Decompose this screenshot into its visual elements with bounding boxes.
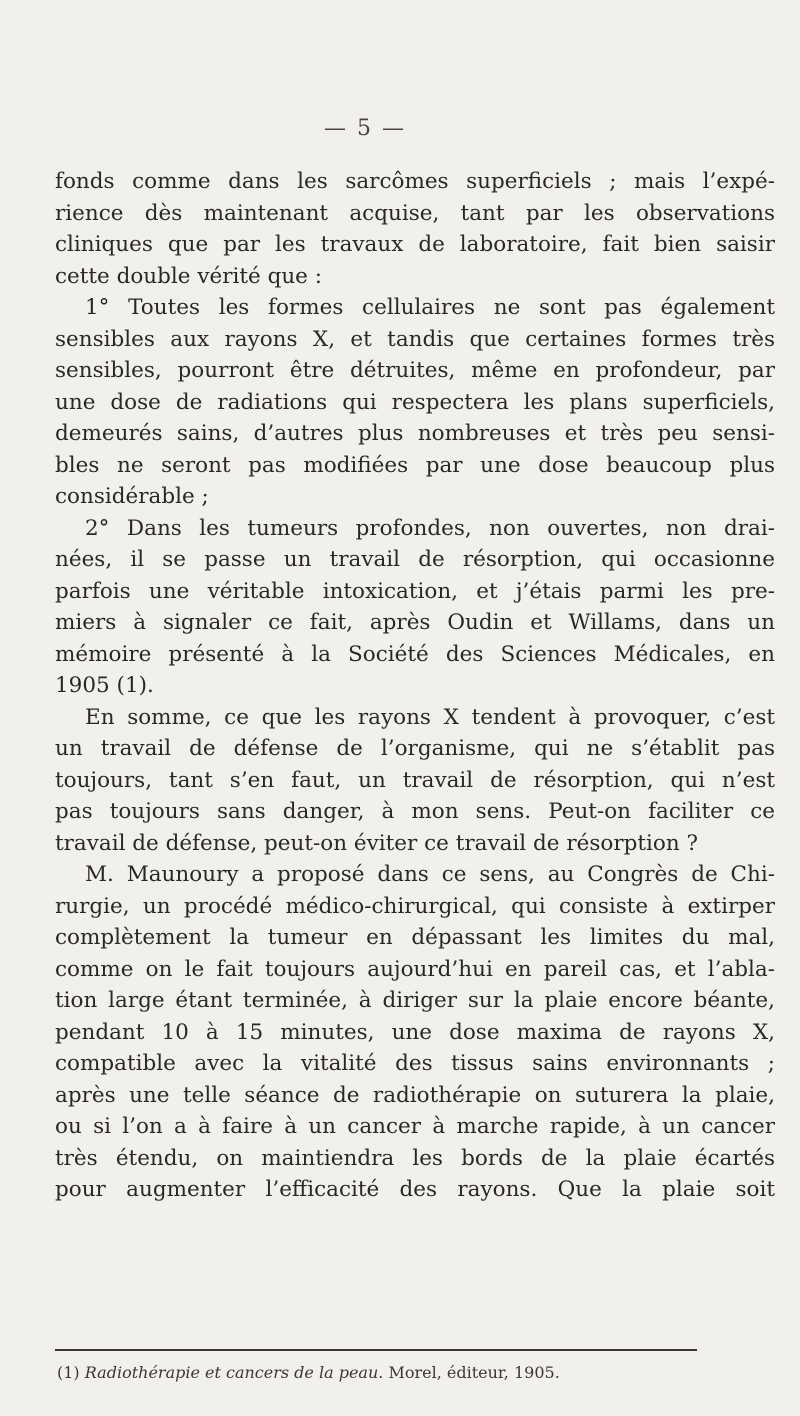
text-line: tion large étant terminée, à diriger sur la plaie encore béante, — [55, 988, 775, 1013]
text-line: bles ne seront pas modifiées par une dose beaucoup plus — [55, 452, 775, 478]
text-line: complètement la tumeur en dépassant les limites du mal, — [55, 925, 775, 950]
text-line: compatible avec la vitalité des tissus sains environnants ; — [55, 1051, 775, 1076]
page-number: — 5 — — [324, 116, 406, 141]
text-line: 1° Toutes les formes cellulaires ne sont pas également — [85, 295, 775, 320]
text-line: 1905 (1). — [55, 673, 154, 698]
text-line: miers à signaler ce fait, après Oudin et Willams, dans un — [55, 610, 775, 635]
text-line: cette double vérité que : — [55, 263, 322, 289]
text-line: M. Maunoury a proposé dans ce sens, au Congrès de Chi- — [85, 862, 775, 887]
text-line: après une telle séance de radiothérapie on suturera la plaie, — [55, 1082, 775, 1108]
footnote-marker: (1) — [57, 1363, 80, 1382]
footnote-publisher: Morel, éditeur, 1905. — [388, 1363, 560, 1382]
text-line: pas toujours sans danger, à mon sens. Peut-on faciliter ce — [55, 799, 775, 824]
text-line: considérable ; — [55, 484, 209, 509]
text-line: toujours, tant s’en faut, un travail de résorption, qui n’est — [55, 767, 775, 793]
text-line: fonds comme dans les sarcômes superficiels ; mais l’expé- — [55, 169, 775, 194]
text-line: nées, il se passe un travail de résorption, qui occasionne — [55, 547, 775, 572]
text-line: rurgie, un procédé médico-chirurgical, qui consiste à extirper — [55, 893, 775, 919]
text-line: mémoire présenté à la Société des Sciences Médicales, en — [55, 641, 775, 667]
text-line: comme on le fait toujours aujourd’hui en pareil cas, et l’abla- — [55, 956, 775, 982]
text-line: demeurés sains, d’autres plus nombreuses et très peu sensi- — [55, 421, 775, 446]
text-line: un travail de défense de l’organisme, qui ne s’établit pas — [55, 736, 775, 761]
text-line: pendant 10 à 15 minutes, une dose maxima de rayons X, — [55, 1019, 775, 1045]
text-line: rience dès maintenant acquise, tant par les observations — [55, 200, 775, 226]
text-line: une dose de radiations qui respectera les plans superficiels, — [55, 389, 775, 415]
text-line: très étendu, on maintiendra les bords de la plaie écartés — [55, 1145, 775, 1171]
footnote-divider — [55, 1349, 697, 1351]
footnote — [57, 1362, 757, 1384]
text-line: pour augmenter l’efficacité des rayons. Que la plaie soit — [55, 1177, 775, 1202]
body-text — [55, 166, 775, 1206]
text-line: cliniques que par les travaux de laboratoire, fait bien saisir — [55, 232, 775, 257]
text-line: travail de défense, peut-on éviter ce travail de résorption ? — [55, 830, 699, 856]
text-line: sensibles aux rayons X, et tandis que certaines formes très — [55, 326, 775, 352]
footnote-work-title: Radiothérapie et cancers de la peau. — [84, 1363, 384, 1382]
text-line: 2° Dans les tumeurs profondes, non ouvertes, non drai- — [85, 515, 775, 541]
text-line: parfois une véritable intoxication, et j’étais parmi les pre- — [55, 578, 775, 604]
text-line: En somme, ce que les rayons X tendent à provoquer, c’est — [85, 704, 775, 730]
text-line: sensibles, pourront être détruites, même en profondeur, par — [55, 358, 775, 383]
text-line: ou si l’on a à faire à un cancer à marche rapide, à un cancer — [55, 1114, 775, 1139]
